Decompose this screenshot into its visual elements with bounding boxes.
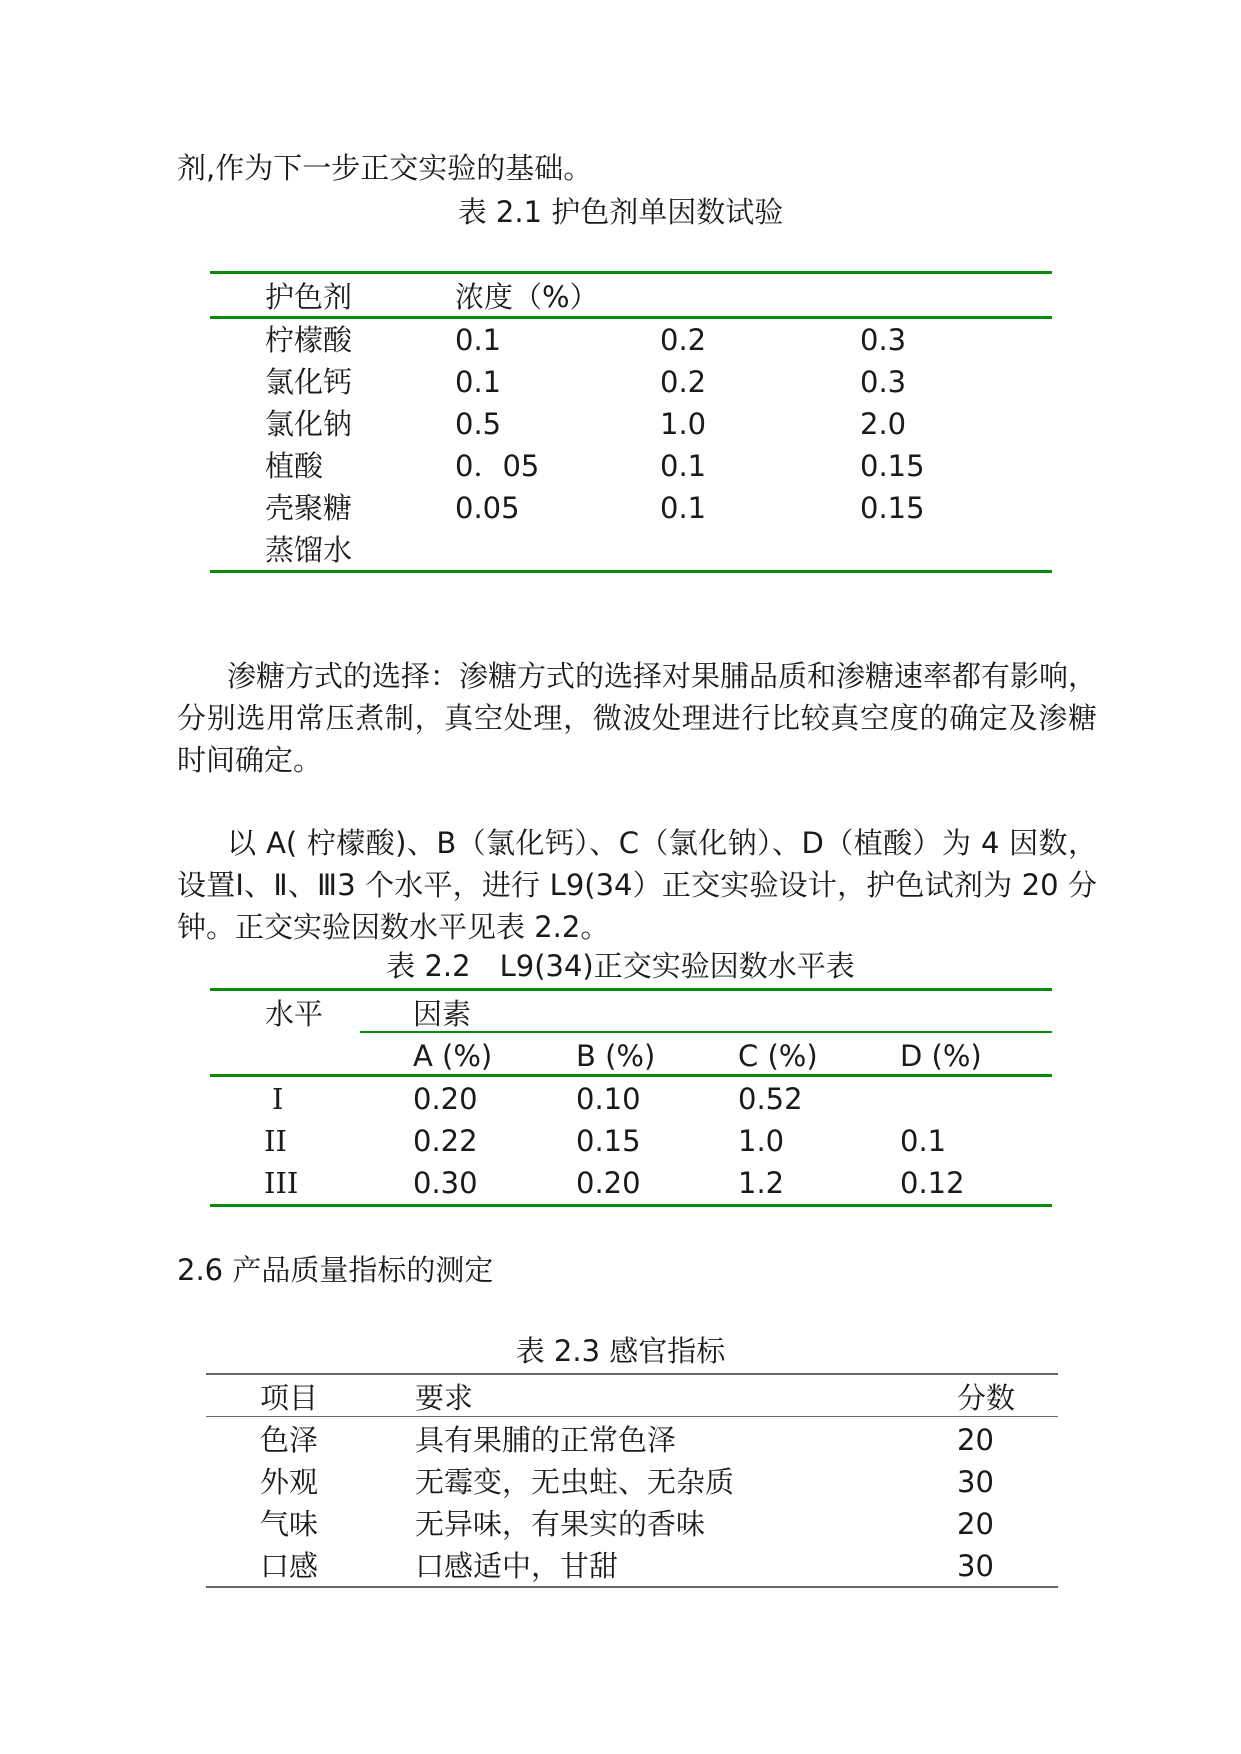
table3-item: 气味 [260, 1507, 319, 1541]
table2-header-rule [210, 1074, 1052, 1077]
table2-cell: 0.1 [900, 1124, 947, 1158]
table3-header-item: 项目 [260, 1381, 319, 1415]
table1-cell: 0．05 [455, 449, 540, 483]
paragraph-orthogonal [177, 822, 1097, 948]
table3-score: 30 [957, 1549, 994, 1583]
table3-item: 口感 [260, 1549, 319, 1583]
section-heading: 2.6 产品质量指标的测定 [177, 1253, 494, 1287]
table2-cell: 0.20 [576, 1166, 641, 1200]
table2-bottom-rule [210, 1204, 1052, 1207]
table1-cell: 0.3 [860, 323, 907, 357]
table3-header-rule [206, 1416, 1058, 1417]
table1-cell: 0.2 [660, 365, 707, 399]
table3-bottom-rule [206, 1586, 1058, 1588]
table2-factor-rule [360, 1031, 1052, 1033]
paragraph-sugar-method [177, 655, 1097, 781]
table1-row-name: 氯化钙 [265, 365, 353, 399]
table2-cell: 0.10 [576, 1082, 641, 1116]
table2-caption: 表 2.2 L9(34)正交实验因数水平表 [386, 949, 855, 983]
table1-cell: 0.15 [860, 491, 925, 525]
table1-row-name: 柠檬酸 [265, 323, 353, 357]
table1-header-agent: 护色剂 [265, 280, 353, 314]
table2-col-b: B (%) [576, 1039, 656, 1073]
table2-cell: 1.2 [738, 1166, 785, 1200]
table1-cell: 0.2 [660, 323, 707, 357]
table2-col-d: D (%) [900, 1039, 982, 1073]
table2-level: II [264, 1124, 287, 1158]
table1-cell: 0.1 [660, 449, 707, 483]
table2-cell: 1.0 [738, 1124, 785, 1158]
table3-requirement: 具有果脯的正常色泽 [415, 1423, 677, 1457]
table2-cell: 0.15 [576, 1124, 641, 1158]
table1-cell: 0.05 [455, 491, 520, 525]
table3-item: 色泽 [260, 1423, 319, 1457]
table2-col-c: C (%) [738, 1039, 818, 1073]
table1-bottom-rule [210, 570, 1052, 573]
table3-caption: 表 2.3 感官指标 [515, 1334, 726, 1368]
table2-cell: 0.52 [738, 1082, 803, 1116]
table2-top-rule [210, 988, 1052, 991]
table2-col-a: A (%) [413, 1039, 493, 1073]
table2-level: III [264, 1166, 299, 1200]
table1-cell: 0.3 [860, 365, 907, 399]
table3-item: 外观 [260, 1465, 319, 1499]
table3-requirement: 无霉变，无虫蛀、无杂质 [415, 1465, 735, 1499]
table1-cell: 0.1 [455, 323, 502, 357]
table3-header-requirement: 要求 [415, 1381, 474, 1415]
table2-cell: 0.20 [413, 1082, 478, 1116]
table1-cell: 0.1 [660, 491, 707, 525]
table2-factor-label: 因素 [413, 997, 472, 1031]
table3-score: 20 [957, 1423, 994, 1457]
table1-cell: 0.1 [455, 365, 502, 399]
table1-cell: 0.5 [455, 407, 502, 441]
table2-cell: 0.22 [413, 1124, 478, 1158]
table1-row-name: 植酸 [265, 449, 324, 483]
table3-header-score: 分数 [957, 1381, 1016, 1415]
table3-top-rule [206, 1373, 1058, 1375]
table1-row-name: 氯化钠 [265, 407, 353, 441]
table1-row-name: 壳聚糖 [265, 491, 353, 525]
table3-requirement: 无异味，有果实的香味 [415, 1507, 706, 1541]
table2-cell: 0.12 [900, 1166, 965, 1200]
table2-level-label: 水平 [265, 997, 324, 1031]
table2-cell: 0.30 [413, 1166, 478, 1200]
table3-score: 30 [957, 1465, 994, 1499]
table1-cell: 2.0 [860, 407, 907, 441]
table1-header-rule [210, 316, 1052, 319]
table1-row-name: 蒸馏水 [265, 533, 353, 567]
paragraph-text: 以 A( 柠檬酸)、B（氯化钙）、C（氯化钠）、D（植酸）为 4 因数，设置Ⅰ、Ⅱ、Ⅲ3 个水平，进行 L9(34）正交实验设计，护色试剂为 20 分钟。正交实验因数水平见表 2.2。 [177, 826, 1097, 944]
table1-top-rule [210, 271, 1052, 274]
table3-score: 20 [957, 1507, 994, 1541]
table1-caption: 表 2.1 护色剂单因数试验 [457, 195, 784, 229]
table3-requirement: 口感适中，甘甜 [415, 1549, 619, 1583]
table1-header-concentration: 浓度（%） [455, 280, 599, 314]
table1-cell: 1.0 [660, 407, 707, 441]
paragraph-text: 渗糖方式的选择：渗糖方式的选择对果脯品质和渗糖速率都有影响，分别选用常压煮制，真空处理，微波处理进行比较真空度的确定及渗糖时间确定。 [177, 659, 1098, 777]
intro-line: 剂,作为下一步正交实验的基础。 [177, 151, 593, 185]
table1-cell: 0.15 [860, 449, 925, 483]
table2-level: Ⅰ [272, 1082, 284, 1116]
